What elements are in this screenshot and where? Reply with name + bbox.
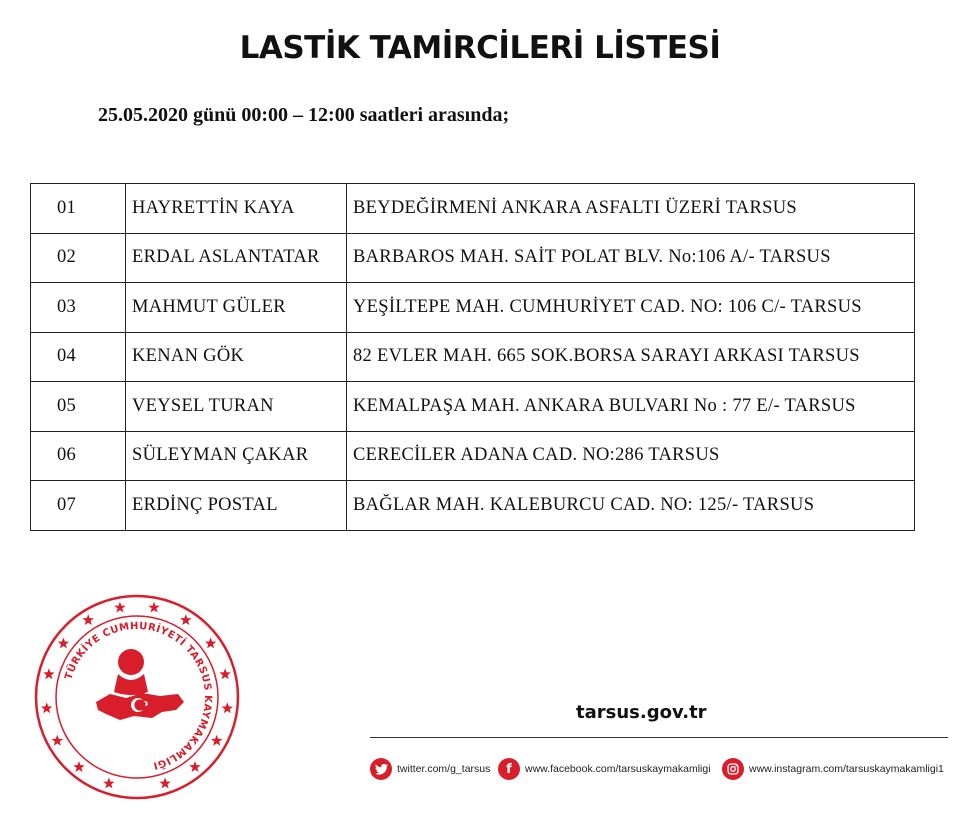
seal-star-icon [219, 668, 230, 679]
seal-star-icon [58, 638, 69, 649]
seal-star-icon [52, 735, 64, 746]
table-row [31, 431, 915, 481]
bust-icon [118, 649, 144, 675]
date-subtitle: 25.05.2020 günü 00:00 – 12:00 saatleri arasında; [98, 104, 510, 126]
table-row [31, 481, 915, 531]
seal-star-icon [222, 702, 233, 713]
seal-star-icon [41, 702, 52, 713]
instagram-icon [722, 758, 744, 780]
seal-star-icon [114, 602, 126, 613]
seal-star-icon [73, 761, 84, 772]
table-row [31, 332, 915, 382]
website-link[interactable]: tarsus.gov.tr [576, 702, 707, 723]
seal-star-icon [83, 614, 94, 625]
repairer-name: SÜLEYMAN ÇAKAR [126, 431, 347, 481]
seal-star-icon [159, 778, 170, 789]
twitter-handle: twitter.com/g_tarsus [397, 763, 491, 775]
facebook-icon: f [498, 758, 520, 780]
footer-divider [370, 737, 948, 738]
table-row [31, 184, 915, 234]
table-row [31, 283, 915, 333]
kaymakamlik-seal [34, 594, 240, 800]
repairer-name: MAHMUT GÜLER [126, 283, 347, 333]
twitter-icon [370, 758, 392, 780]
instagram-handle: www.instagram.com/tarsuskaymakamligi1 [749, 763, 944, 775]
repairer-name: ERDİNÇ POSTAL [126, 481, 347, 531]
repairer-name: KENAN GÖK [126, 332, 347, 382]
row-number: 07 [31, 481, 126, 531]
seal-star-icon [180, 614, 191, 625]
repairer-address: 82 EVLER MAH. 665 SOK.BORSA SARAYI ARKASI TARSUS [347, 332, 915, 382]
repairer-address: BARBAROS MAH. SAİT POLAT BLV. No:106 A/- TARSUS [347, 233, 915, 283]
seal-star-icon [148, 602, 160, 613]
facebook-link[interactable] [498, 758, 711, 780]
seal-star-icon [43, 668, 54, 679]
repairer-name: ERDAL ASLANTATAR [126, 233, 347, 283]
page-title: LASTİK TAMİRCİLERİ LİSTESİ [239, 30, 721, 66]
table-row [31, 382, 915, 432]
row-number: 04 [31, 332, 126, 382]
instagram-link[interactable] [722, 758, 944, 780]
repairer-address: YEŞİLTEPE MAH. CUMHURİYET CAD. NO: 106 C/- TARSUS [347, 283, 915, 333]
repairer-address: KEMALPAŞA MAH. ANKARA BULVARI No : 77 E/- TARSUS [347, 382, 915, 432]
table-row [31, 233, 915, 283]
repairer-name: HAYRETTİN KAYA [126, 184, 347, 234]
repairers-table [30, 183, 915, 531]
repairer-name: VEYSEL TURAN [126, 382, 347, 432]
row-number: 01 [31, 184, 126, 234]
seal-star-icon [189, 761, 200, 772]
repairer-address: CERECİLER ADANA CAD. NO:286 TARSUS [347, 431, 915, 481]
row-number: 02 [31, 233, 126, 283]
repairer-address: BAĞLAR MAH. KALEBURCU CAD. NO: 125/- TARSUS [347, 481, 915, 531]
seal-text: TÜRKİYE CUMHURİYETİ TARSUS KAYMAKAMLIĞI [63, 620, 214, 771]
row-number: 05 [31, 382, 126, 432]
seal-star-icon [103, 778, 114, 789]
facebook-handle: www.facebook.com/tarsuskaymakamligi [525, 763, 711, 775]
seal-star-icon [205, 638, 216, 649]
twitter-link[interactable] [370, 758, 490, 780]
row-number: 03 [31, 283, 126, 333]
row-number: 06 [31, 431, 126, 481]
repairer-address: BEYDEĞİRMENİ ANKARA ASFALTI ÜZERİ TARSUS [347, 184, 915, 234]
seal-star-icon [211, 735, 223, 746]
